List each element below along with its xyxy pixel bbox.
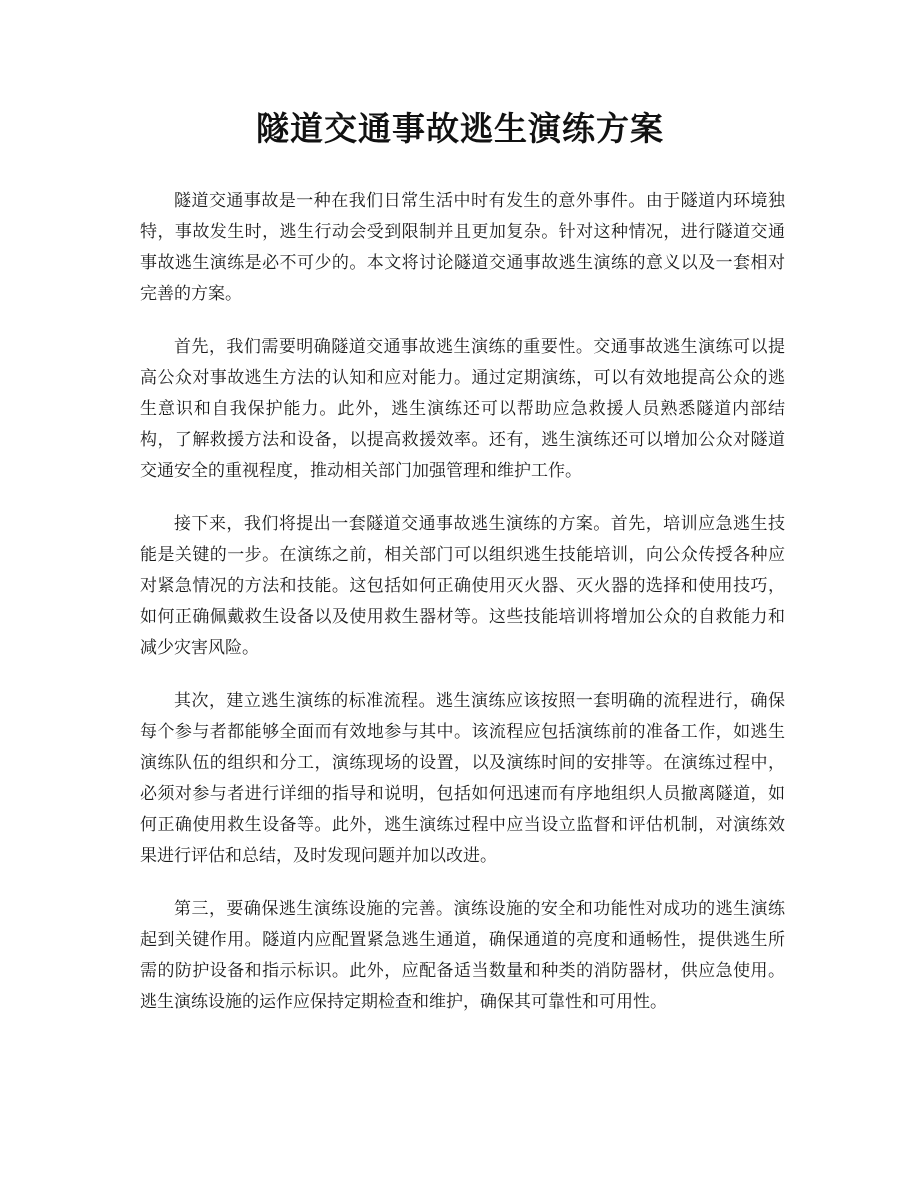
- paragraph-facilities: 第三，要确保逃生演练设施的完善。演练设施的安全和功能性对成功的逃生演练起到关键作用。隧道内应配置紧急逃生通道，确保通道的亮度和通畅性，提供逃生所需的防护设备和指示标识。此外，应配备适当数量和种类的消防器材，供应急使用。逃生演练设施的运作应保持定期检查和维护，确保其可靠性和可用性。: [140, 899, 785, 1012]
- paragraph-procedure: 其次，建立逃生演练的标准流程。逃生演练应该按照一套明确的流程进行，确保每个参与者都能够全面而有效地参与其中。该流程应包括演练前的准备工作，如逃生演练队伍的组织和分工，演练现场的设置，以及演练时间的安排等。在演练过程中，必须对参与者进行详细的指导和说明，包括如何迅速而有序地组织人员撤离隧道，如何正确使用救生设备等。此外，逃生演练过程中应当设立监督和评估机制，对演练效果进行评估和总结，及时发现问题并加以改进。: [140, 691, 785, 866]
- paragraph-training: 接下来，我们将提出一套隧道交通事故逃生演练的方案。首先，培训应急逃生技能是关键的一步。在演练之前，相关部门可以组织逃生技能培训，向公众传授各种应对紧急情况的方法和技能。这包括如何正确使用灭火器、灭火器的选择和使用技巧，如何正确佩戴救生设备以及使用救生器材等。这些技能培训将增加公众的自救能力和减少灾害风险。: [140, 514, 785, 658]
- paragraph-intro: 隧道交通事故是一种在我们日常生活中时有发生的意外事件。由于隧道内环境独特，事故发生时，逃生行动会受到限制并且更加复杂。针对这种情况，进行隧道交通事故逃生演练是必不可少的。本文将讨论隧道交通事故逃生演练的意义以及一套相对完善的方案。: [140, 191, 785, 304]
- document-body: [140, 186, 785, 1040]
- document-title: 隧道交通事故逃生演练方案: [256, 109, 664, 148]
- paragraph-importance: 首先，我们需要明确隧道交通事故逃生演练的重要性。交通事故逃生演练可以提高公众对事故逃生方法的认知和应对能力。通过定期演练，可以有效地提高公众的逃生意识和自我保护能力。此外，逃生演练还可以帮助应急救援人员熟悉隧道内部结构，了解救援方法和设备，以提高救援效率。还有，逃生演练还可以增加公众对隧道交通安全的重视程度，推动相关部门加强管理和维护工作。: [140, 337, 785, 481]
